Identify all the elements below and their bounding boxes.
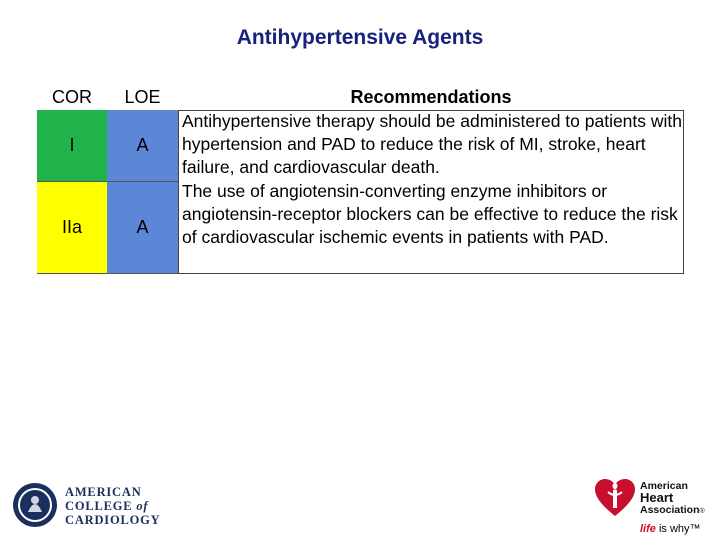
row-1-recommendation: Antihypertensive therapy should be administered to patients with hypertension and PAD to reduce the risk of MI, stroke, heart failure, and cardiovascular death. bbox=[182, 111, 683, 177]
row-1-cor: I bbox=[37, 110, 107, 182]
header-cor: COR bbox=[52, 86, 92, 107]
row-2-cor: IIa bbox=[37, 182, 107, 274]
heart-torch-icon bbox=[594, 478, 636, 518]
acc-seal-icon bbox=[12, 482, 58, 528]
acc-logo bbox=[12, 482, 172, 530]
header-recommendations: Recommendations bbox=[350, 86, 512, 107]
header-loe: LOE bbox=[124, 86, 161, 107]
aha-logo bbox=[594, 476, 714, 540]
page-title: Antihypertensive Agents bbox=[236, 26, 484, 49]
row-2-recommendation: The use of angiotensin-converting enzyme inhibitors or angiotensin-receptor blockers can be effective to reduce the risk of cardiovascular ischemic events in patients with PAD. bbox=[182, 181, 678, 247]
recommendations-table bbox=[37, 84, 684, 274]
aha-wordmark: American Heart Association® bbox=[640, 480, 705, 516]
row-2-loe: A bbox=[107, 182, 178, 274]
row-1-loe: A bbox=[107, 110, 178, 182]
acc-wordmark: AMERICAN COLLEGE of CARDIOLOGY bbox=[65, 485, 161, 527]
aha-tagline: life is why™ bbox=[640, 523, 701, 535]
